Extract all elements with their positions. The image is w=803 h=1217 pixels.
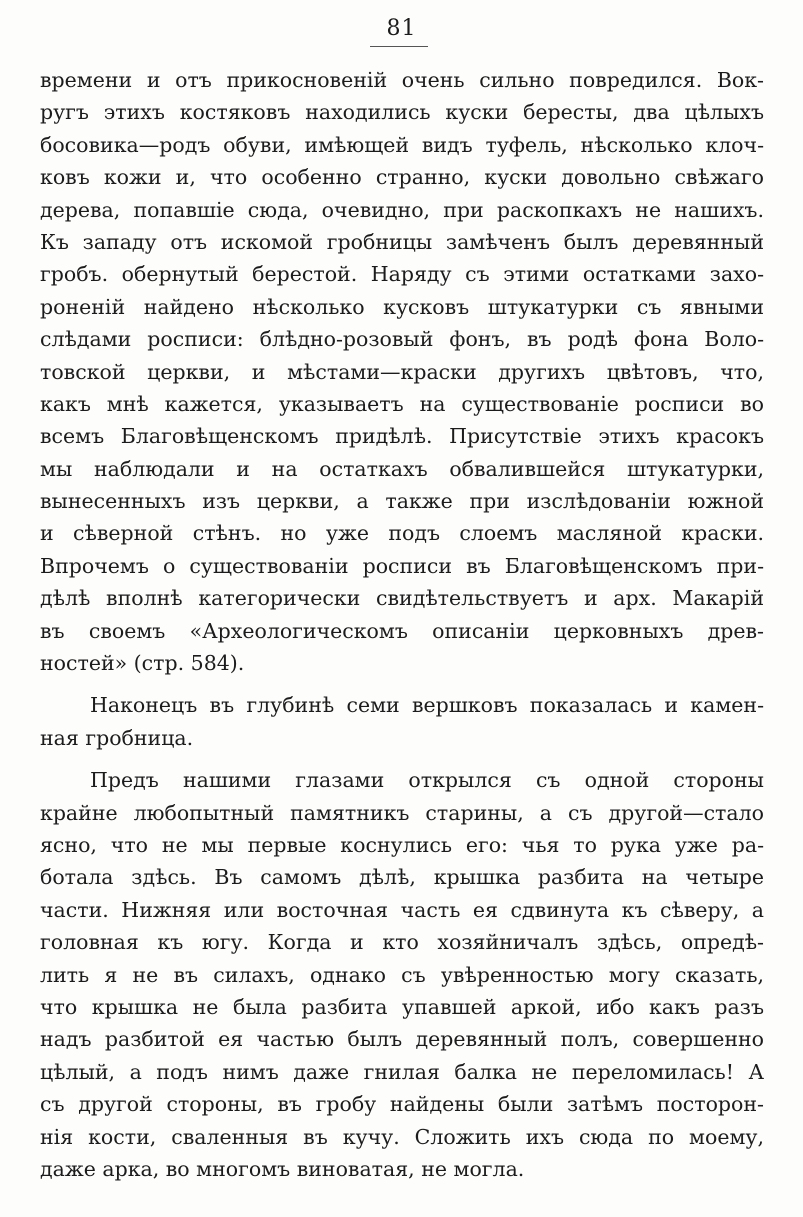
text-line: что крышка не была разбита упавшей аркой, ибо какъ разъ [40,994,764,1019]
text-line: головная къ югу. Когда и кто хозяйничалъ здѣсь, опредѣ- [40,930,764,955]
text-line: въ своемъ «Археологическомъ описаніи церковныхъ древ- [40,618,764,643]
paragraph-3 [40,764,764,1185]
text-line: времени и отъ прикосновеній очень сильно повредился. Вок- [40,68,764,92]
text-line: Наконецъ въ глубинѣ семи вершковъ показалась и камен- [90,693,764,718]
text-line: вынесенныхъ изъ церкви, а также при изслѣдованіи южной [40,489,764,514]
paragraph-2 [40,689,764,754]
text-line: ковъ кожи и, что особенно странно, куски довольно свѣжаго [40,165,764,190]
text-line: роненій найдено нѣсколько кусковъ штукатурки съ явными [40,294,764,319]
text-line: дѣлѣ вполнѣ категорически свидѣтельствуетъ и арх. Макарій [40,586,764,611]
text-line: даже арка, во многомъ виноватая, не могла. [40,1156,525,1181]
body-text [40,64,764,1185]
text-line: и сѣверной стѣнъ. но уже подъ слоемъ масляной краски. [40,521,764,546]
text-line: ная гробница. [40,725,194,750]
text-line: мы наблюдали и на остаткахъ обвалившейся штукатурки, [40,456,764,481]
text-line: ругъ этихъ костяковъ находились куски бересты, два цѣлыхъ [40,100,764,125]
text-line: лить я не въ силахъ, однако съ увѣренностью могу сказать, [40,962,764,987]
text-line: ностей» (стр. 584). [40,651,245,676]
text-line: Къ западу отъ искомой гробницы замѣченъ былъ деревянный [40,229,764,254]
page-number-rule [370,46,428,47]
text-line: нія кости, сваленныя въ кучу. Сложить ихъ сюда по моему, [40,1124,764,1149]
text-line: босовика—родъ обуви, имѣющей видъ туфель, нѣсколько клоч- [40,132,764,157]
text-line: Впрочемъ о существованіи росписи въ Благовѣщенскомъ при- [40,553,764,578]
text-line: какъ мнѣ кажется, указываетъ на существованіе росписи во [40,391,764,416]
page-number: 81 [386,16,417,41]
text-line: слѣдами росписи: блѣдно-розовый фонъ, въ родѣ фона Воло- [40,327,764,352]
text-line: цѣлый, а подъ нимъ даже гнилая балка не переломилась! А [40,1059,764,1084]
text-line: Предъ нашими глазами открылся съ одной стороны [90,768,764,793]
text-line: гробъ. обернутый берестой. Наряду съ этими остатками захо- [40,262,764,287]
text-line: дерева, попавшіе сюда, очевидно, при раскопкахъ не нашихъ. [40,197,764,222]
text-line: части. Нижняя или восточная часть ея сдвинута къ сѣверу, а [40,897,764,922]
text-line: ботала здѣсь. Въ самомъ дѣлѣ, крышка разбита на четыре [40,865,764,890]
text-line: товской церкви, и мѣстами—краски другихъ цвѣтовъ, что, [40,359,764,384]
text-line: ясно, что не мы первые коснулись его: чья то рука уже ра- [40,832,764,857]
text-line: съ другой стороны, въ гробу найдены были затѣмъ посторон- [40,1092,764,1117]
text-line: крайне любопытный памятникъ старины, а съ другой—стало [40,800,764,825]
text-line: всемъ Благовѣщенскомъ придѣлѣ. Присутствіе этихъ красокъ [40,424,764,449]
text-line: надъ разбитой ея частью былъ деревянный полъ, совершенно [40,1027,764,1052]
paragraph-1 [40,64,764,679]
